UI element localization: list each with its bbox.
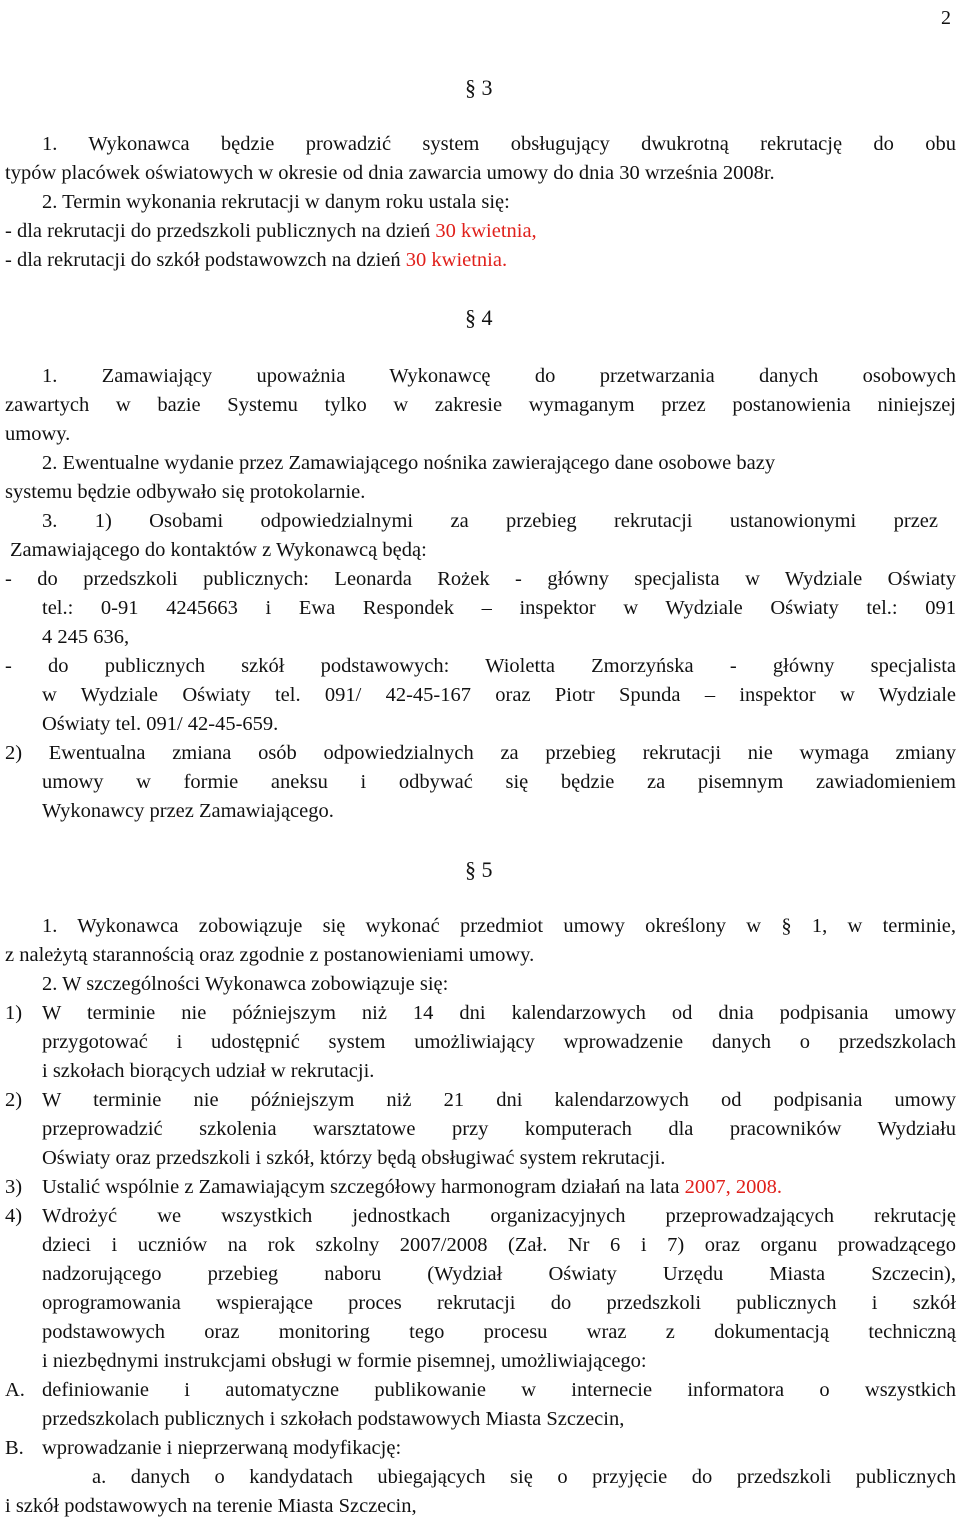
s4-line: 2) Ewentualna zmiana osób odpowiedzialnych za przebieg rekrutacji nie wymaga zmiany: [5, 742, 956, 764]
list-number: 1): [5, 1002, 23, 1024]
s5-line: dzieci i uczniów na rok szkolny 2007/2008 (Zał. Nr 6 i 7) oraz organu prowadzącego: [42, 1234, 956, 1256]
list-number: 4): [5, 1205, 23, 1227]
section-5-heading: § 5: [465, 857, 493, 882]
s4-line: umowy.: [5, 423, 71, 445]
s4-line: 1. Zamawiający upoważnia Wykonawcę do przetwarzania danych osobowych: [42, 365, 956, 387]
s4-line: zawartych w bazie Systemu tylko w zakresie wymaganym przez postanowienia niniejszej: [5, 394, 956, 416]
list-letter: B.: [5, 1437, 24, 1459]
s3-date-highlight: 30 kwietnia,: [435, 220, 537, 242]
s5-line: przeprowadzić szkolenia warsztatowe przy komputerach dla pracowników Wydziału: [42, 1118, 956, 1140]
s3-line: 2. Termin wykonania rekrutacji w danym roku ustala się:: [42, 191, 510, 213]
s5-line: nadzorującego przebieg naboru (Wydział Oświaty Urzędu Miasta Szczecin),: [42, 1263, 956, 1285]
s4-line: w Wydziale Oświaty tel. 091/ 42-45-167 oraz Piotr Spunda – inspektor w Wydziale: [42, 684, 956, 706]
s3-text: - dla rekrutacji do szkół podstawowzch na dzień: [5, 249, 401, 271]
s5-line: i niezbędnymi instrukcjami obsługi w formie pisemnej, umożliwiającego:: [42, 1350, 647, 1372]
section-3-heading: § 3: [465, 75, 493, 100]
page-number: 2: [941, 7, 951, 29]
s5-line: Oświaty oraz przedszkoli i szkół, którzy będą obsługiwać system rekrutacji.: [42, 1147, 666, 1169]
s5-line: W terminie nie późniejszym niż 14 dni kalendarzowych od dnia podpisania umowy: [42, 1002, 956, 1024]
s4-line: systemu będzie odbywało się protokolarnie.: [5, 481, 366, 503]
s5-line: [42, 1177, 782, 1198]
s4-line: umowy w formie aneksu i odbywać się będzie za pisemnym zawiadomieniem: [42, 771, 956, 793]
s5-line: wprowadzanie i nieprzerwaną modyfikację:: [42, 1437, 402, 1459]
s5-line: 2. W szczególności Wykonawca zobowiązuje się:: [42, 973, 449, 995]
s5-line: przygotować i udostępnić system umożliwiający wprowadzenie danych o przedszkolach: [42, 1031, 956, 1053]
s5-line: definiowanie i automatyczne publikowanie w internecie informatora o wszystkich: [42, 1379, 956, 1401]
s3-line: [5, 250, 507, 271]
s3-line: 1. Wykonawca będzie prowadzić system obsługujący dwukrotną rekrutację do obu: [42, 133, 956, 155]
s4-line: Zamawiającego do kontaktów z Wykonawcą będą:: [10, 539, 427, 561]
s3-text: - dla rekrutacji do przedszkoli publicznych na dzień: [5, 220, 431, 242]
list-number: 2): [5, 1089, 23, 1111]
s4-line: - do przedszkoli publicznych: Leonarda Rożek - główny specjalista w Wydziale Oświaty: [5, 568, 956, 590]
s4-line: Wykonawcy przez Zamawiającego.: [42, 800, 334, 822]
s4-line: 4 245 636,: [42, 626, 130, 648]
section-4-heading: § 4: [465, 305, 493, 330]
s3-date-highlight: 30 kwietnia.: [405, 249, 508, 271]
s5-line: oprogramowania wspierające proces rekrutacji do przedszkoli publicznych i szkół: [42, 1292, 956, 1314]
s5-line: z należytą starannością oraz zgodnie z postanowieniami umowy.: [5, 944, 535, 966]
s5-line: Wdrożyć we wszystkich jednostkach organizacyjnych przeprowadzających rekrutację: [42, 1205, 956, 1227]
s4-line: 3. 1) Osobami odpowiedzialnymi za przebieg rekrutacji ustanowionymi przez: [42, 510, 938, 532]
s4-line: - do publicznych szkół podstawowych: Wioletta Zmorzyńska - główny specjalista: [5, 655, 956, 677]
s5-text: Ustalić wspólnie z Zamawiającym szczegółowy harmonogram działań na lata: [42, 1176, 680, 1198]
s5-line: 1. Wykonawca zobowiązuje się wykonać przedmiot umowy określony w § 1, w terminie,: [42, 915, 956, 937]
s5-line: i szkół podstawowych na terenie Miasta Szczecin,: [5, 1495, 417, 1517]
s3-line: [5, 221, 537, 242]
s5-line: i szkołach biorących udział w rekrutacji.: [42, 1060, 375, 1082]
list-letter: A.: [5, 1379, 25, 1401]
s5-years-highlight: 2007, 2008.: [684, 1176, 783, 1198]
s4-line: tel.: 0-91 4245663 i Ewa Respondek – inspektor w Wydziale Oświaty tel.: 091: [42, 597, 956, 619]
s4-line: 2. Ewentualne wydanie przez Zamawiającego nośnika zawierającego dane osobowe bazy: [42, 452, 776, 474]
s5-line: a. danych o kandydatach ubiegających się o przyjęcie do przedszkoli publicznych: [92, 1466, 956, 1488]
s4-line: Oświaty tel. 091/ 42-45-659.: [42, 713, 279, 735]
s3-line: typów placówek oświatowych w okresie od dnia zawarcia umowy do dnia 30 września 2008r.: [5, 162, 775, 184]
s5-line: W terminie nie późniejszym niż 21 dni kalendarzowych od podpisania umowy: [42, 1089, 956, 1111]
s5-line: przedszkolach publicznych i szkołach podstawowych Miasta Szczecin,: [42, 1408, 625, 1430]
list-number: 3): [5, 1176, 23, 1198]
s5-line: podstawowych oraz monitoring tego procesu wraz z dokumentacją techniczną: [42, 1321, 956, 1343]
